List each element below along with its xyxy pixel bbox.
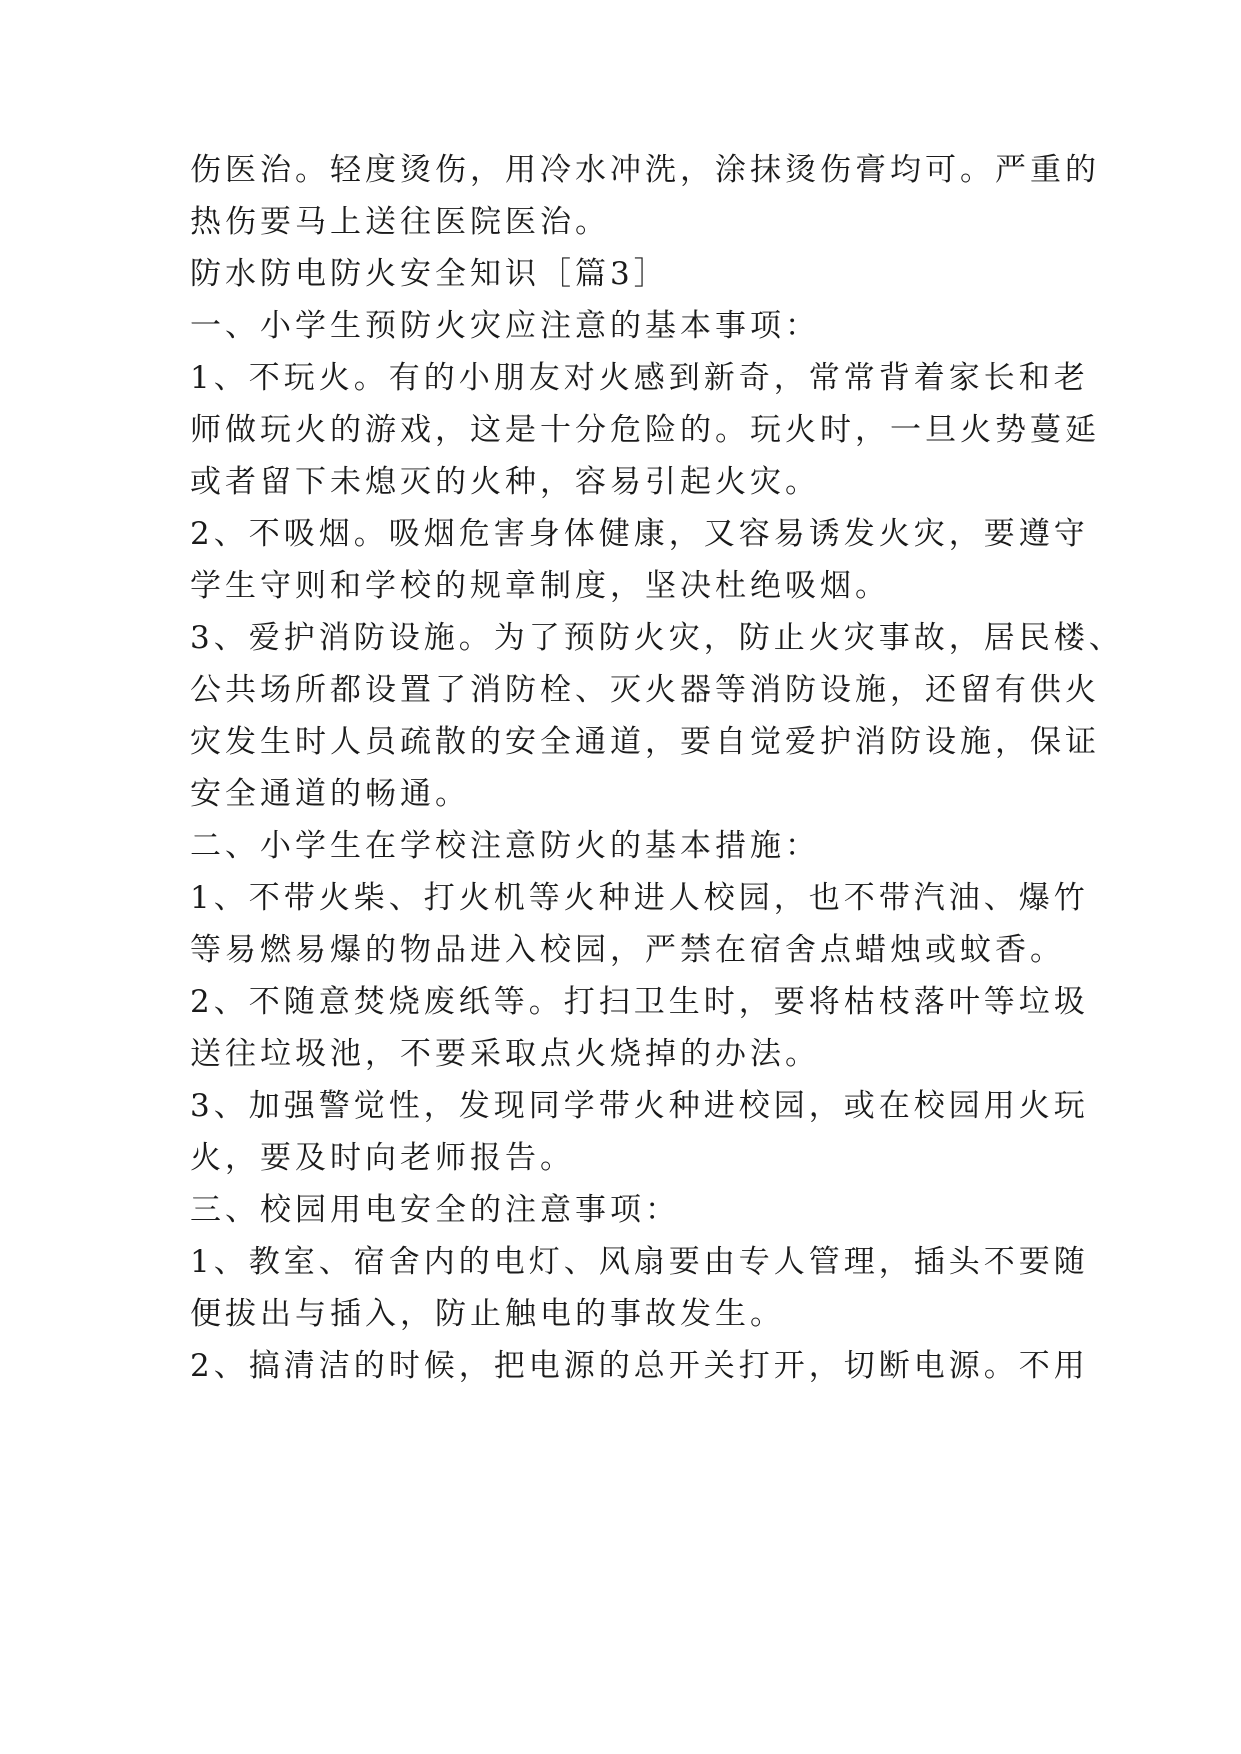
text-line: 热伤要马上送往医院医治。 <box>190 204 610 240</box>
text-line: 1、教室、宿舍内的电灯、风扇要由专人管理，插头不要随 <box>190 1244 1089 1280</box>
text-line: 便拔出与插入，防止触电的事故发生。 <box>190 1296 785 1332</box>
text-line: 等易燃易爆的物品进入校园，严禁在宿舍点蜡烛或蚊香。 <box>190 932 1065 968</box>
text-line: 2、搞清洁的时候，把电源的总开关打开，切断电源。不用 <box>190 1348 1089 1384</box>
text-line: 伤医治。轻度烫伤，用冷水冲洗，涂抹烫伤膏均可。严重的 <box>190 152 1100 188</box>
text-line: 火，要及时向老师报告。 <box>190 1140 575 1176</box>
subsection-heading: 三、校园用电安全的注意事项： <box>190 1192 680 1228</box>
text-line: 1、不玩火。有的小朋友对火感到新奇，常常背着家长和老 <box>190 360 1089 396</box>
subsection-heading: 一、小学生预防火灾应注意的基本事项： <box>190 308 820 344</box>
text-line: 或者留下未熄灭的火种，容易引起火灾。 <box>190 464 820 500</box>
section-heading: 防水防电防火安全知识［篇3］ <box>190 256 669 292</box>
text-line: 3、爱护消防设施。为了预防火灾，防止火灾事故，居民楼、 <box>190 620 1124 656</box>
text-line: 1、不带火柴、打火机等火种进人校园，也不带汽油、爆竹 <box>190 880 1089 916</box>
text-line: 灾发生时人员疏散的安全通道，要自觉爱护消防设施，保证 <box>190 724 1100 760</box>
text-line: 送往垃圾池，不要采取点火烧掉的办法。 <box>190 1036 820 1072</box>
text-line: 公共场所都设置了消防栓、灭火器等消防设施，还留有供火 <box>190 672 1100 708</box>
text-line: 2、不吸烟。吸烟危害身体健康，又容易诱发火灾，要遵守 <box>190 516 1089 552</box>
text-line: 3、加强警觉性，发现同学带火种进校园，或在校园用火玩 <box>190 1088 1089 1124</box>
text-line: 安全通道的畅通。 <box>190 776 470 812</box>
subsection-heading: 二、小学生在学校注意防火的基本措施： <box>190 828 820 864</box>
text-line: 2、不随意焚烧废纸等。打扫卫生时，要将枯枝落叶等垃圾 <box>190 984 1089 1020</box>
text-line: 师做玩火的游戏，这是十分危险的。玩火时，一旦火势蔓延 <box>190 412 1100 448</box>
text-line: 学生守则和学校的规章制度，坚决杜绝吸烟。 <box>190 568 890 604</box>
